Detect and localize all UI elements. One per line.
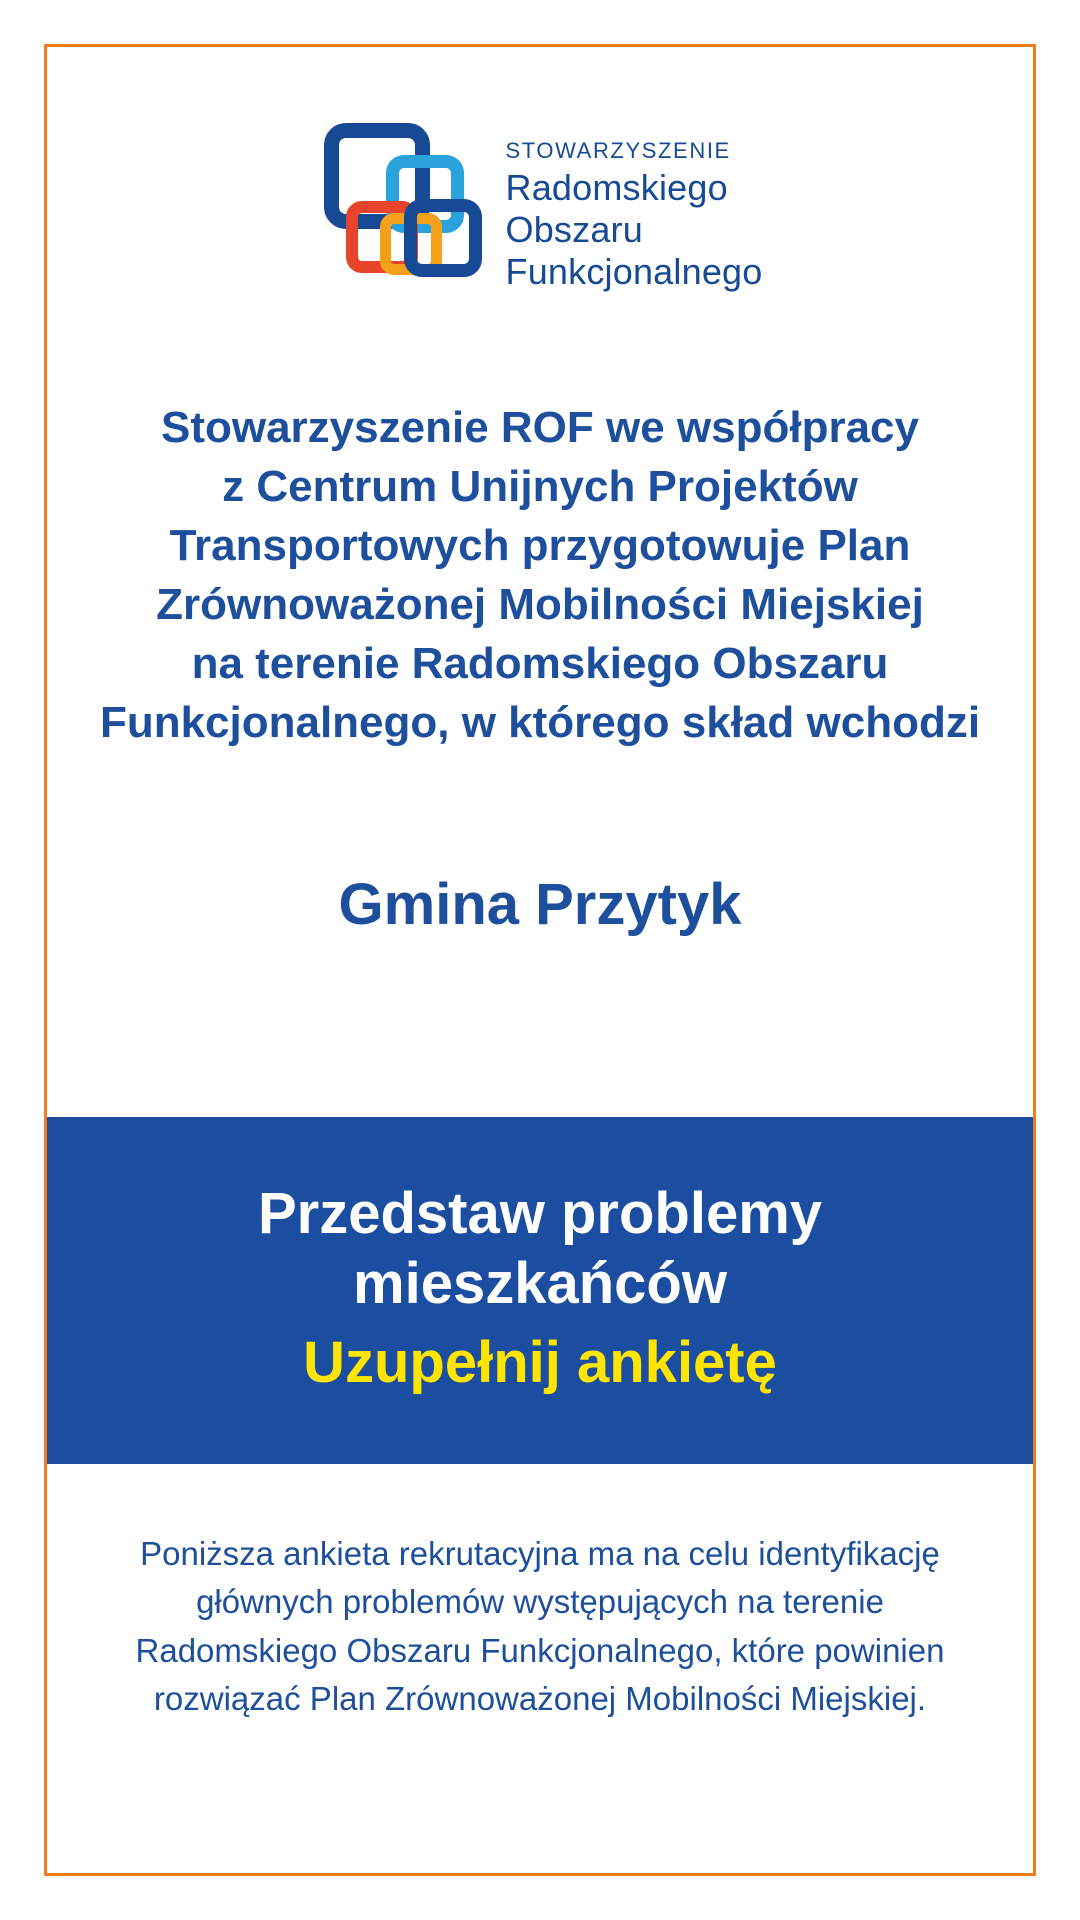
logo-line-1: STOWARZYSZENIE (505, 137, 731, 163)
poster-frame (44, 44, 1036, 1876)
logo-section (47, 47, 1033, 303)
logo-line-2: Radomskiego (505, 167, 728, 209)
band-headline-line-1: Przedstaw problemy (257, 1180, 823, 1246)
rof-logo-squares-icon (318, 113, 488, 303)
footer-spacer (47, 1723, 1033, 1873)
survey-cta-text[interactable]: Uzupełnij ankietę (303, 1330, 777, 1396)
footer-line: rozwiązać Plan Zrównoważonej Mobilności Miejskiej. (153, 1679, 927, 1717)
footer-line: Radomskiego Obszaru Funkcjonalnego, które powinien (135, 1631, 945, 1669)
call-to-action-band (47, 1117, 1033, 1465)
intro-line: na terenie Radomskiego Obszaru (191, 638, 889, 688)
intro-line: Funkcjonalnego, w którego skład wchodzi (99, 697, 981, 747)
intro-paragraph (47, 399, 1033, 753)
footer-paragraph (47, 1464, 1033, 1723)
logo-wordmark (506, 124, 763, 293)
footer-line: głównych problemów występujących na terenie (196, 1583, 884, 1621)
intro-line: Zrównoważonej Mobilności Miejskiej (156, 579, 924, 629)
logo-line-4: Funkcjonalnego (505, 250, 763, 292)
municipality-name: Gmina Przytyk (338, 871, 742, 937)
band-headline-line-2: mieszkańców (353, 1251, 727, 1317)
logo-line-3: Obszaru (505, 208, 643, 250)
intro-line: Transportowych przygotowuje Plan (169, 520, 911, 570)
logo-square-navy-secondary-icon (404, 199, 482, 277)
footer-line: Poniższa ankieta rekrutacyjna ma na celu identyfikację (140, 1535, 940, 1573)
intro-line: Stowarzyszenie ROF we współpracy (160, 403, 919, 452)
rof-logo (318, 113, 763, 303)
intro-line: z Centrum Unijnych Projektów (222, 461, 858, 511)
